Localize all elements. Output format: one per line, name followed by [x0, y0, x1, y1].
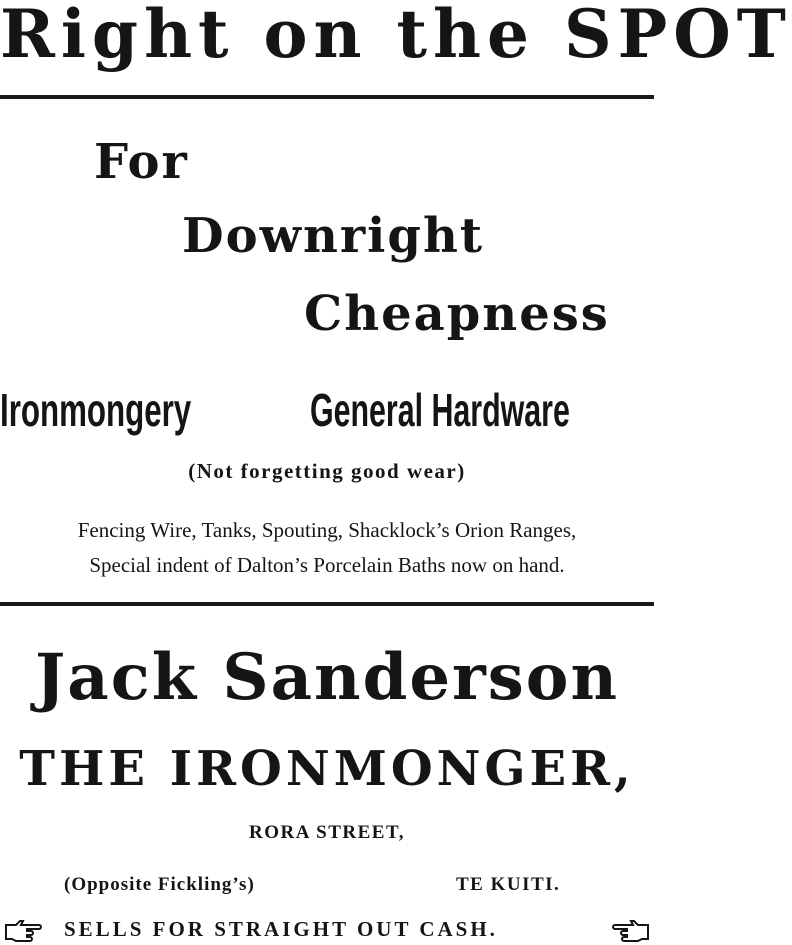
tagline: (Not forgetting good wear) [188, 459, 466, 483]
category-left-text: Ironmongery [0, 384, 192, 436]
middle-divider [0, 602, 654, 606]
category-ironmongery [0, 384, 281, 436]
top-divider [0, 95, 654, 99]
slogan-line-1: For [94, 134, 189, 190]
products-line-2: Special indent of Dalton’s Porcelain Baths now on hand. [89, 553, 565, 577]
footer-text: SELLS FOR STRAIGHT OUT CASH. [64, 917, 498, 941]
address-town: TE KUITI. [456, 874, 561, 895]
headline [0, 0, 792, 74]
headline-text: Right on the SPOT [0, 0, 792, 73]
proprietor-title: THE IRONMONGER, [19, 741, 635, 797]
proprietor-name: Jack Sanderson [35, 640, 619, 715]
address-street: RORA STREET, [249, 822, 405, 843]
slogan-line-3: Cheapness [304, 286, 610, 342]
products-line-1: Fencing Wire, Tanks, Spouting, Shacklock’s Orion Ranges, [77, 518, 577, 542]
pointing-hand-left-icon [610, 917, 650, 943]
category-right-text: General Hardware [310, 384, 570, 436]
pointing-hand-right-icon [4, 917, 44, 943]
slogan-line-2: Downright [182, 208, 485, 264]
category-general-hardware [310, 384, 704, 436]
address-landmark: (Opposite Fickling’s) [64, 874, 255, 895]
